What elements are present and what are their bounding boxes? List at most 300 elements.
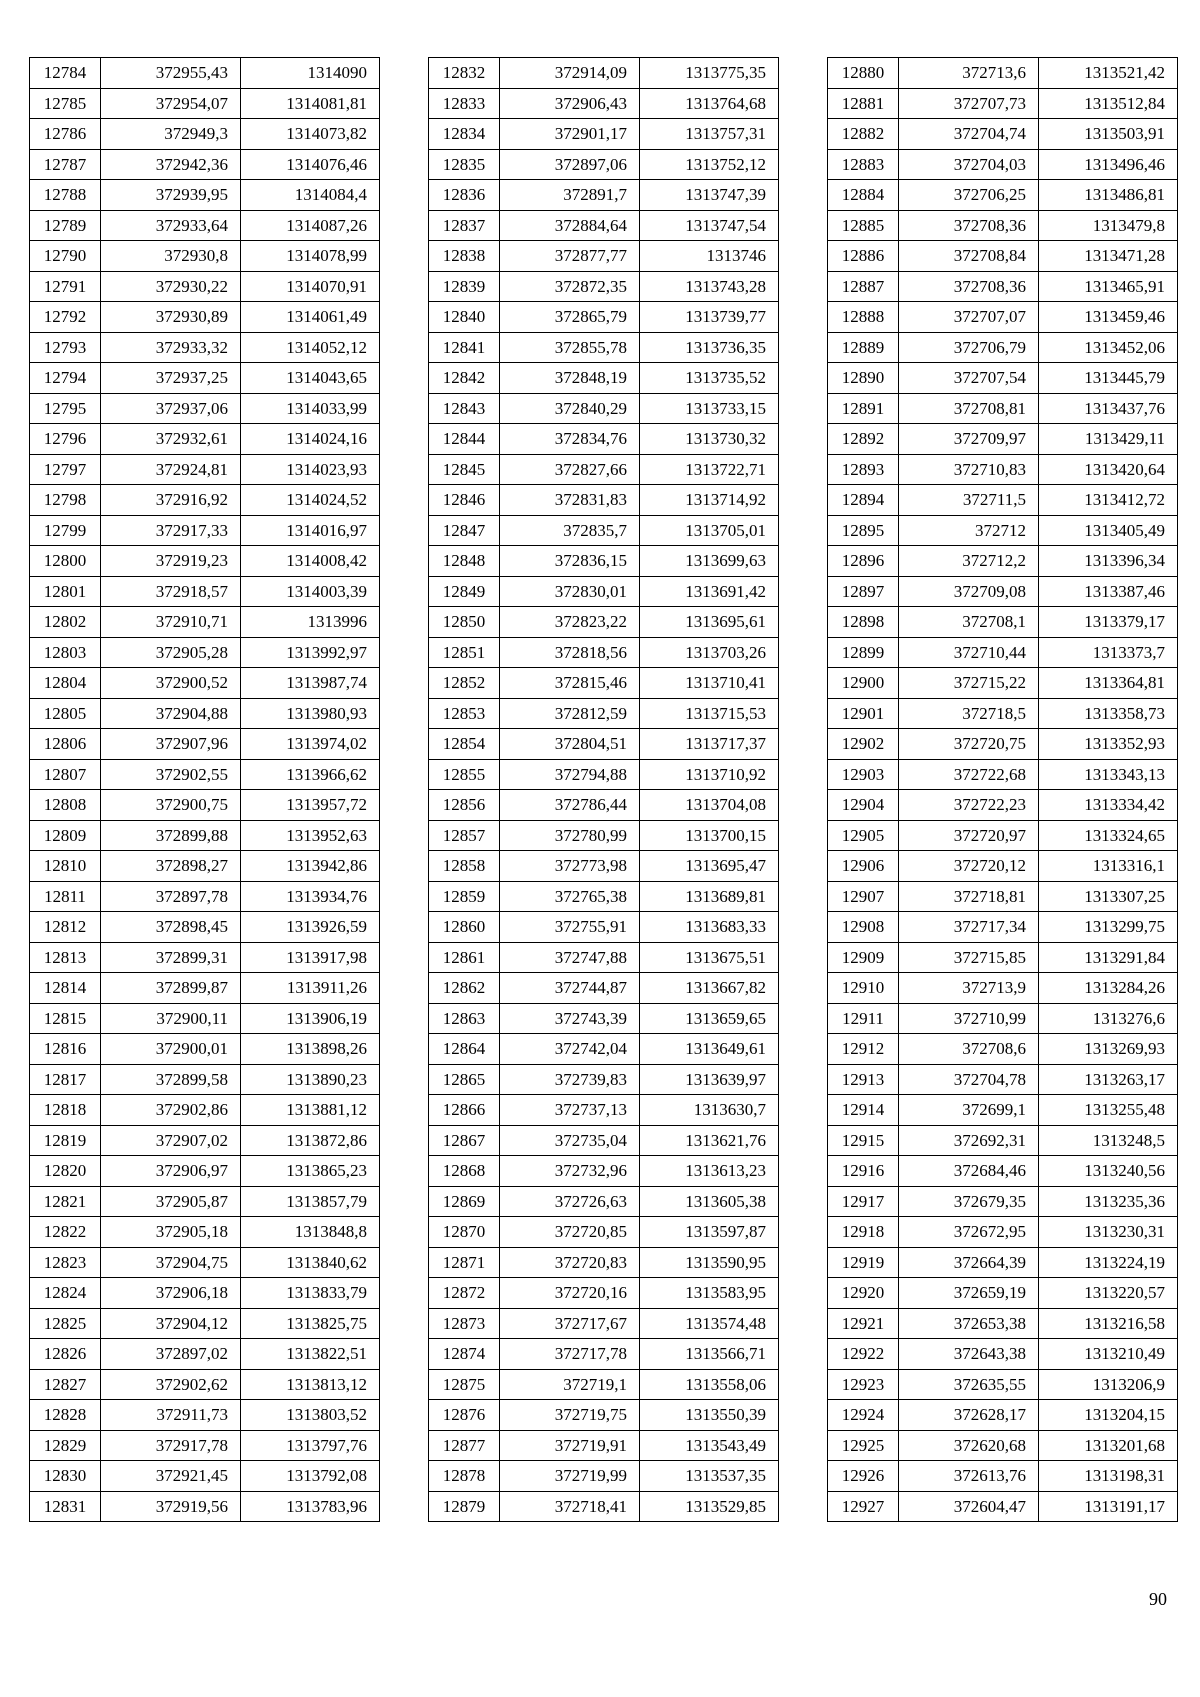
point-number-cell: 12900: [828, 668, 899, 699]
y-coordinate-cell: 1313566,71: [640, 1339, 779, 1370]
coordinate-table-2: [428, 57, 779, 1522]
point-number-cell: 12908: [828, 912, 899, 943]
y-coordinate-cell: 1313521,42: [1039, 58, 1178, 89]
x-coordinate-cell: 372664,39: [899, 1247, 1039, 1278]
table-row: [429, 332, 779, 363]
point-number-cell: 12918: [828, 1217, 899, 1248]
point-number-cell: 12799: [30, 515, 101, 546]
table-row: [30, 1125, 380, 1156]
table-row: [30, 576, 380, 607]
point-number-cell: 12786: [30, 119, 101, 150]
table-row: [30, 759, 380, 790]
y-coordinate-cell: 1313667,82: [640, 973, 779, 1004]
point-number-cell: 12787: [30, 149, 101, 180]
point-number-cell: 12836: [429, 180, 500, 211]
x-coordinate-cell: 372877,77: [500, 241, 640, 272]
table-row: [429, 1156, 779, 1187]
table-row: [828, 912, 1178, 943]
table-row: [429, 424, 779, 455]
point-number-cell: 12901: [828, 698, 899, 729]
x-coordinate-cell: 372704,78: [899, 1064, 1039, 1095]
table-row: [30, 149, 380, 180]
table-row: [828, 668, 1178, 699]
x-coordinate-cell: 372715,85: [899, 942, 1039, 973]
point-number-cell: 12921: [828, 1308, 899, 1339]
point-number-cell: 12831: [30, 1491, 101, 1522]
x-coordinate-cell: 372699,1: [899, 1095, 1039, 1126]
x-coordinate-cell: 372709,08: [899, 576, 1039, 607]
y-coordinate-cell: 1314052,12: [241, 332, 380, 363]
table-row: [828, 332, 1178, 363]
point-number-cell: 12869: [429, 1186, 500, 1217]
x-coordinate-cell: 372604,47: [899, 1491, 1039, 1522]
point-number-cell: 12850: [429, 607, 500, 638]
table-row: [30, 1064, 380, 1095]
table-row: [429, 576, 779, 607]
point-number-cell: 12792: [30, 302, 101, 333]
x-coordinate-cell: 372704,03: [899, 149, 1039, 180]
x-coordinate-cell: 372722,68: [899, 759, 1039, 790]
point-number-cell: 12862: [429, 973, 500, 1004]
point-number-cell: 12807: [30, 759, 101, 790]
table-row: [429, 485, 779, 516]
y-coordinate-cell: 1313747,39: [640, 180, 779, 211]
point-number-cell: 12907: [828, 881, 899, 912]
x-coordinate-cell: 372713,9: [899, 973, 1039, 1004]
y-coordinate-cell: 1313621,76: [640, 1125, 779, 1156]
table-row: [429, 363, 779, 394]
x-coordinate-cell: 372917,33: [101, 515, 241, 546]
x-coordinate-cell: 372949,3: [101, 119, 241, 150]
point-number-cell: 12816: [30, 1034, 101, 1065]
y-coordinate-cell: 1313191,17: [1039, 1491, 1178, 1522]
y-coordinate-cell: 1313683,33: [640, 912, 779, 943]
y-coordinate-cell: 1314023,93: [241, 454, 380, 485]
y-coordinate-cell: 1313255,48: [1039, 1095, 1178, 1126]
x-coordinate-cell: 372914,09: [500, 58, 640, 89]
point-number-cell: 12823: [30, 1247, 101, 1278]
point-number-cell: 12919: [828, 1247, 899, 1278]
x-coordinate-cell: 372804,51: [500, 729, 640, 760]
table-row: [30, 820, 380, 851]
point-number-cell: 12833: [429, 88, 500, 119]
point-number-cell: 12818: [30, 1095, 101, 1126]
x-coordinate-cell: 372865,79: [500, 302, 640, 333]
table-row: [30, 302, 380, 333]
table-row: [429, 393, 779, 424]
point-number-cell: 12814: [30, 973, 101, 1004]
x-coordinate-cell: 372911,73: [101, 1400, 241, 1431]
table-row: [828, 790, 1178, 821]
point-number-cell: 12873: [429, 1308, 500, 1339]
point-number-cell: 12785: [30, 88, 101, 119]
x-coordinate-cell: 372834,76: [500, 424, 640, 455]
point-number-cell: 12865: [429, 1064, 500, 1095]
y-coordinate-cell: 1313952,63: [241, 820, 380, 851]
x-coordinate-cell: 372906,18: [101, 1278, 241, 1309]
table-row: [30, 1156, 380, 1187]
y-coordinate-cell: 1313412,72: [1039, 485, 1178, 516]
point-number-cell: 12895: [828, 515, 899, 546]
y-coordinate-cell: 1313248,5: [1039, 1125, 1178, 1156]
x-coordinate-cell: 372900,01: [101, 1034, 241, 1065]
y-coordinate-cell: 1314081,81: [241, 88, 380, 119]
x-coordinate-cell: 372901,17: [500, 119, 640, 150]
point-number-cell: 12868: [429, 1156, 500, 1187]
point-number-cell: 12820: [30, 1156, 101, 1187]
table-row: [828, 1125, 1178, 1156]
x-coordinate-cell: 372715,22: [899, 668, 1039, 699]
x-coordinate-cell: 372924,81: [101, 454, 241, 485]
y-coordinate-cell: 1313201,68: [1039, 1430, 1178, 1461]
x-coordinate-cell: 372708,36: [899, 271, 1039, 302]
table-row: [429, 1430, 779, 1461]
x-coordinate-cell: 372902,55: [101, 759, 241, 790]
y-coordinate-cell: 1313675,51: [640, 942, 779, 973]
x-coordinate-cell: 372900,75: [101, 790, 241, 821]
x-coordinate-cell: 372742,04: [500, 1034, 640, 1065]
x-coordinate-cell: 372831,83: [500, 485, 640, 516]
point-number-cell: 12804: [30, 668, 101, 699]
x-coordinate-cell: 372708,1: [899, 607, 1039, 638]
point-number-cell: 12843: [429, 393, 500, 424]
table-row: [429, 1003, 779, 1034]
point-number-cell: 12874: [429, 1339, 500, 1370]
table-row: [30, 332, 380, 363]
x-coordinate-cell: 372643,38: [899, 1339, 1039, 1370]
table-row: [30, 454, 380, 485]
x-coordinate-cell: 372899,88: [101, 820, 241, 851]
point-number-cell: 12894: [828, 485, 899, 516]
table-row: [30, 363, 380, 394]
x-coordinate-cell: 372818,56: [500, 637, 640, 668]
y-coordinate-cell: 1313276,6: [1039, 1003, 1178, 1034]
x-coordinate-cell: 372930,89: [101, 302, 241, 333]
y-coordinate-cell: 1313987,74: [241, 668, 380, 699]
table-row: [429, 912, 779, 943]
y-coordinate-cell: 1313746: [640, 241, 779, 272]
y-coordinate-cell: 1313307,25: [1039, 881, 1178, 912]
point-number-cell: 12791: [30, 271, 101, 302]
x-coordinate-cell: 372902,86: [101, 1095, 241, 1126]
y-coordinate-cell: 1313405,49: [1039, 515, 1178, 546]
table-row: [30, 1308, 380, 1339]
x-coordinate-cell: 372710,83: [899, 454, 1039, 485]
table-row: [828, 942, 1178, 973]
point-number-cell: 12922: [828, 1339, 899, 1370]
coordinate-table-3: [827, 57, 1178, 1522]
point-number-cell: 12903: [828, 759, 899, 790]
x-coordinate-cell: 372708,36: [899, 210, 1039, 241]
point-number-cell: 12858: [429, 851, 500, 882]
x-coordinate-cell: 372684,46: [899, 1156, 1039, 1187]
x-coordinate-cell: 372704,74: [899, 119, 1039, 150]
y-coordinate-cell: 1313710,92: [640, 759, 779, 790]
y-coordinate-cell: 1313235,36: [1039, 1186, 1178, 1217]
y-coordinate-cell: 1313291,84: [1039, 942, 1178, 973]
table-row: [828, 515, 1178, 546]
table-row: [30, 546, 380, 577]
x-coordinate-cell: 372628,17: [899, 1400, 1039, 1431]
x-coordinate-cell: 372747,88: [500, 942, 640, 973]
x-coordinate-cell: 372780,99: [500, 820, 640, 851]
table-row: [30, 1217, 380, 1248]
point-number-cell: 12825: [30, 1308, 101, 1339]
x-coordinate-cell: 372902,62: [101, 1369, 241, 1400]
point-number-cell: 12883: [828, 149, 899, 180]
x-coordinate-cell: 372898,45: [101, 912, 241, 943]
point-number-cell: 12849: [429, 576, 500, 607]
point-number-cell: 12813: [30, 942, 101, 973]
table-row: [828, 576, 1178, 607]
table-row: [828, 1095, 1178, 1126]
y-coordinate-cell: 1313358,73: [1039, 698, 1178, 729]
point-number-cell: 12920: [828, 1278, 899, 1309]
point-number-cell: 12827: [30, 1369, 101, 1400]
table-row: [828, 1247, 1178, 1278]
x-coordinate-cell: 372919,23: [101, 546, 241, 577]
table-row: [429, 1034, 779, 1065]
point-number-cell: 12789: [30, 210, 101, 241]
table-row: [828, 973, 1178, 1004]
x-coordinate-cell: 372900,11: [101, 1003, 241, 1034]
y-coordinate-cell: 1313512,84: [1039, 88, 1178, 119]
y-coordinate-cell: 1313324,65: [1039, 820, 1178, 851]
x-coordinate-cell: 372720,83: [500, 1247, 640, 1278]
y-coordinate-cell: 1313224,19: [1039, 1247, 1178, 1278]
x-coordinate-cell: 372755,91: [500, 912, 640, 943]
x-coordinate-cell: 372794,88: [500, 759, 640, 790]
point-number-cell: 12806: [30, 729, 101, 760]
table-row: [828, 1003, 1178, 1034]
table-row: [429, 1400, 779, 1431]
y-coordinate-cell: 1313216,58: [1039, 1308, 1178, 1339]
point-number-cell: 12863: [429, 1003, 500, 1034]
table-row: [429, 607, 779, 638]
point-number-cell: 12832: [429, 58, 500, 89]
point-number-cell: 12864: [429, 1034, 500, 1065]
y-coordinate-cell: 1313825,75: [241, 1308, 380, 1339]
table-row: [429, 698, 779, 729]
table-row: [30, 912, 380, 943]
y-coordinate-cell: 1313691,42: [640, 576, 779, 607]
point-number-cell: 12885: [828, 210, 899, 241]
table-row: [30, 1278, 380, 1309]
point-number-cell: 12844: [429, 424, 500, 455]
point-number-cell: 12899: [828, 637, 899, 668]
y-coordinate-cell: 1313465,91: [1039, 271, 1178, 302]
table-row: [828, 759, 1178, 790]
point-number-cell: 12830: [30, 1461, 101, 1492]
x-coordinate-cell: 372718,41: [500, 1491, 640, 1522]
y-coordinate-cell: 1313459,46: [1039, 302, 1178, 333]
x-coordinate-cell: 372720,12: [899, 851, 1039, 882]
table-row: [429, 729, 779, 760]
table-row: [828, 454, 1178, 485]
x-coordinate-cell: 372708,84: [899, 241, 1039, 272]
point-number-cell: 12871: [429, 1247, 500, 1278]
x-coordinate-cell: 372708,81: [899, 393, 1039, 424]
x-coordinate-cell: 372786,44: [500, 790, 640, 821]
y-coordinate-cell: 1313206,9: [1039, 1369, 1178, 1400]
x-coordinate-cell: 372692,31: [899, 1125, 1039, 1156]
table-row: [429, 1064, 779, 1095]
y-coordinate-cell: 1313605,38: [640, 1186, 779, 1217]
table-row: [429, 241, 779, 272]
table-row: [828, 363, 1178, 394]
point-number-cell: 12851: [429, 637, 500, 668]
point-number-cell: 12811: [30, 881, 101, 912]
x-coordinate-cell: 372773,98: [500, 851, 640, 882]
coordinate-table-1: [29, 57, 380, 1522]
table-row: [429, 546, 779, 577]
point-number-cell: 12846: [429, 485, 500, 516]
table-row: [30, 729, 380, 760]
y-coordinate-cell: 1313942,86: [241, 851, 380, 882]
y-coordinate-cell: 1313503,91: [1039, 119, 1178, 150]
table-row: [429, 180, 779, 211]
x-coordinate-cell: 372659,19: [899, 1278, 1039, 1309]
table-row: [30, 1247, 380, 1278]
table-row: [429, 1278, 779, 1309]
point-number-cell: 12914: [828, 1095, 899, 1126]
y-coordinate-cell: 1313872,86: [241, 1125, 380, 1156]
table-row: [828, 1034, 1178, 1065]
point-number-cell: 12910: [828, 973, 899, 1004]
x-coordinate-cell: 372719,91: [500, 1430, 640, 1461]
point-number-cell: 12887: [828, 271, 899, 302]
point-number-cell: 12878: [429, 1461, 500, 1492]
y-coordinate-cell: 1313284,26: [1039, 973, 1178, 1004]
y-coordinate-cell: 1313429,11: [1039, 424, 1178, 455]
table-row: [429, 637, 779, 668]
y-coordinate-cell: 1314070,91: [241, 271, 380, 302]
table-row: [429, 759, 779, 790]
y-coordinate-cell: 1313980,93: [241, 698, 380, 729]
point-number-cell: 12923: [828, 1369, 899, 1400]
table-row: [30, 119, 380, 150]
y-coordinate-cell: 1313735,52: [640, 363, 779, 394]
table-row: [828, 1339, 1178, 1370]
table-row: [30, 241, 380, 272]
x-coordinate-cell: 372897,06: [500, 149, 640, 180]
x-coordinate-cell: 372907,96: [101, 729, 241, 760]
y-coordinate-cell: 1313747,54: [640, 210, 779, 241]
x-coordinate-cell: 372707,73: [899, 88, 1039, 119]
x-coordinate-cell: 372823,22: [500, 607, 640, 638]
point-number-cell: 12853: [429, 698, 500, 729]
y-coordinate-cell: 1313574,48: [640, 1308, 779, 1339]
table-row: [429, 1461, 779, 1492]
x-coordinate-cell: 372904,88: [101, 698, 241, 729]
y-coordinate-cell: 1313722,71: [640, 454, 779, 485]
table-row: [30, 1461, 380, 1492]
x-coordinate-cell: 372840,29: [500, 393, 640, 424]
y-coordinate-cell: 1314024,16: [241, 424, 380, 455]
y-coordinate-cell: 1313204,15: [1039, 1400, 1178, 1431]
x-coordinate-cell: 372907,02: [101, 1125, 241, 1156]
x-coordinate-cell: 372707,07: [899, 302, 1039, 333]
y-coordinate-cell: 1313198,31: [1039, 1461, 1178, 1492]
table-row: [828, 881, 1178, 912]
x-coordinate-cell: 372707,54: [899, 363, 1039, 394]
y-coordinate-cell: 1313639,97: [640, 1064, 779, 1095]
x-coordinate-cell: 372743,39: [500, 1003, 640, 1034]
point-number-cell: 12876: [429, 1400, 500, 1431]
y-coordinate-cell: 1313783,96: [241, 1491, 380, 1522]
point-number-cell: 12801: [30, 576, 101, 607]
table-row: [828, 210, 1178, 241]
x-coordinate-cell: 372899,58: [101, 1064, 241, 1095]
point-number-cell: 12866: [429, 1095, 500, 1126]
x-coordinate-cell: 372706,25: [899, 180, 1039, 211]
point-number-cell: 12909: [828, 942, 899, 973]
y-coordinate-cell: 1313926,59: [241, 912, 380, 943]
table-row: [429, 58, 779, 89]
x-coordinate-cell: 372719,1: [500, 1369, 640, 1400]
point-number-cell: 12798: [30, 485, 101, 516]
y-coordinate-cell: 1314024,52: [241, 485, 380, 516]
y-coordinate-cell: 1313703,26: [640, 637, 779, 668]
x-coordinate-cell: 372717,34: [899, 912, 1039, 943]
y-coordinate-cell: 1313613,23: [640, 1156, 779, 1187]
y-coordinate-cell: 1313590,95: [640, 1247, 779, 1278]
y-coordinate-cell: 1313700,15: [640, 820, 779, 851]
table-row: [429, 942, 779, 973]
table-row: [30, 790, 380, 821]
y-coordinate-cell: 1313792,08: [241, 1461, 380, 1492]
table-row: [429, 1186, 779, 1217]
point-number-cell: 12835: [429, 149, 500, 180]
point-number-cell: 12880: [828, 58, 899, 89]
x-coordinate-cell: 372899,87: [101, 973, 241, 1004]
x-coordinate-cell: 372710,99: [899, 1003, 1039, 1034]
point-number-cell: 12886: [828, 241, 899, 272]
point-number-cell: 12898: [828, 607, 899, 638]
point-number-cell: 12893: [828, 454, 899, 485]
x-coordinate-cell: 372918,57: [101, 576, 241, 607]
y-coordinate-cell: 1313917,98: [241, 942, 380, 973]
table-row: [30, 180, 380, 211]
point-number-cell: 12912: [828, 1034, 899, 1065]
x-coordinate-cell: 372706,79: [899, 332, 1039, 363]
x-coordinate-cell: 372713,6: [899, 58, 1039, 89]
table-row: [429, 454, 779, 485]
table-row: [828, 1400, 1178, 1431]
x-coordinate-cell: 372906,43: [500, 88, 640, 119]
table-row: [30, 58, 380, 89]
x-coordinate-cell: 372719,75: [500, 1400, 640, 1431]
x-coordinate-cell: 372712: [899, 515, 1039, 546]
y-coordinate-cell: 1313739,77: [640, 302, 779, 333]
x-coordinate-cell: 372744,87: [500, 973, 640, 1004]
x-coordinate-cell: 372735,04: [500, 1125, 640, 1156]
point-number-cell: 12906: [828, 851, 899, 882]
x-coordinate-cell: 372718,81: [899, 881, 1039, 912]
x-coordinate-cell: 372812,59: [500, 698, 640, 729]
y-coordinate-cell: 1313689,81: [640, 881, 779, 912]
y-coordinate-cell: 1313550,39: [640, 1400, 779, 1431]
point-number-cell: 12839: [429, 271, 500, 302]
point-number-cell: 12824: [30, 1278, 101, 1309]
table-row: [828, 1491, 1178, 1522]
x-coordinate-cell: 372653,38: [899, 1308, 1039, 1339]
y-coordinate-cell: 1313752,12: [640, 149, 779, 180]
table-row: [30, 637, 380, 668]
point-number-cell: 12911: [828, 1003, 899, 1034]
x-coordinate-cell: 372765,38: [500, 881, 640, 912]
y-coordinate-cell: 1314061,49: [241, 302, 380, 333]
